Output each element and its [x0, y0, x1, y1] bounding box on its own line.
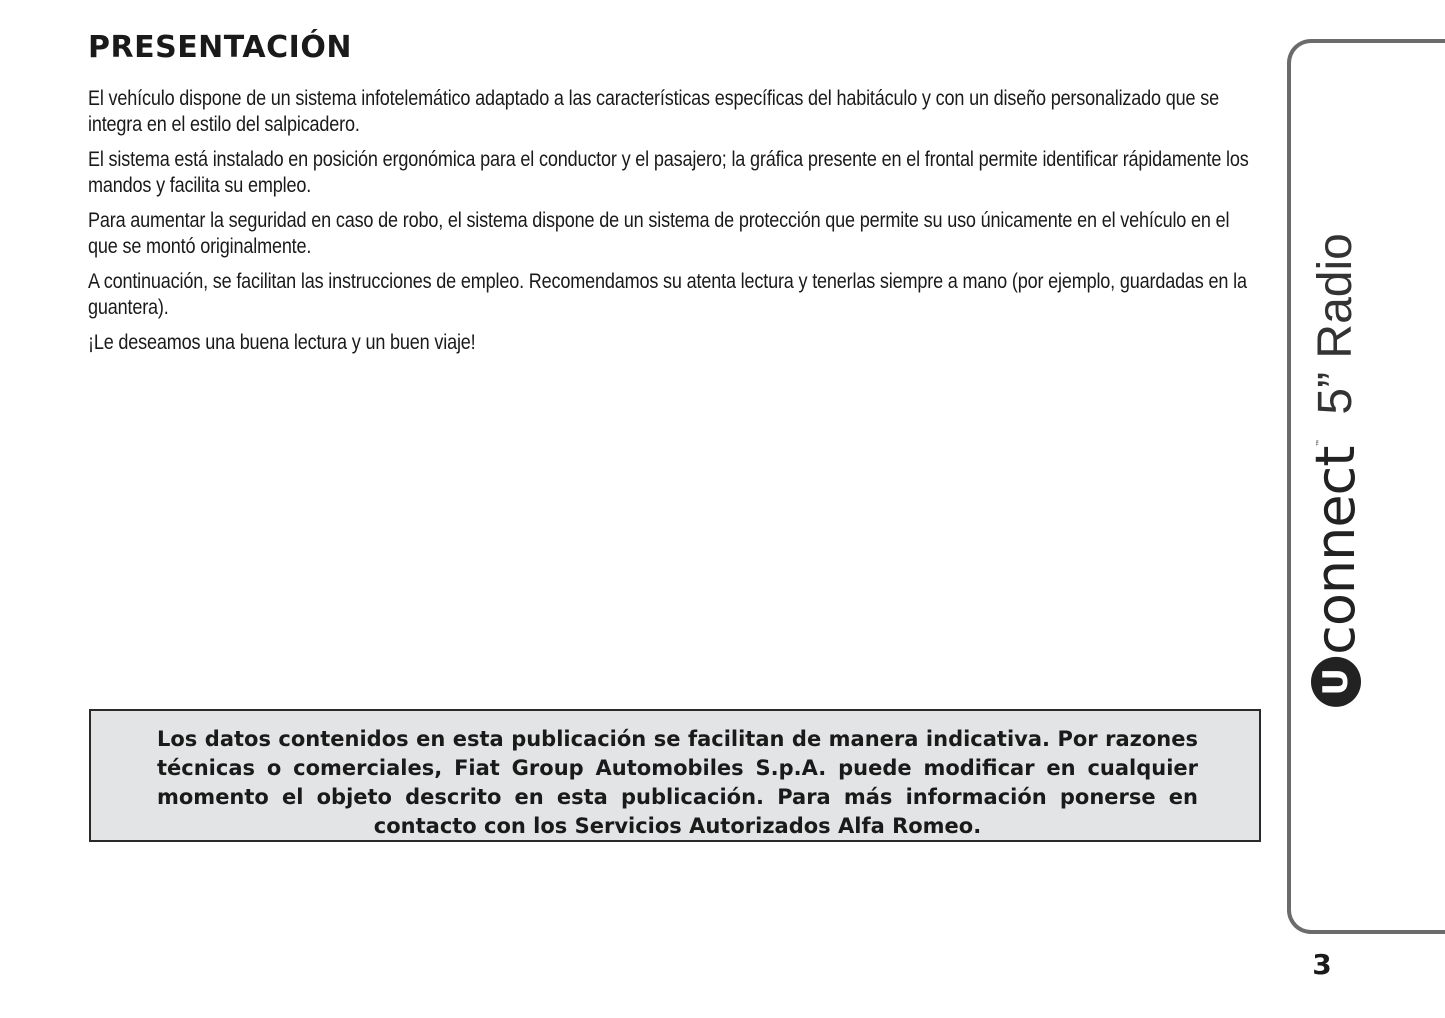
paragraph-security: Para aumentar la seguridad en caso de robo, el sistema dispone de un sistema de protección que permite su uso únicamente en el vehículo en el que se montó originalmente.: [88, 209, 1230, 258]
notice-text: Los datos contenidos en esta publicación se facilitan de manera indicativa. Por razones técnicas o comerciales, Fiat Group Automobiles S.p.A. puede modificar en cualquier momento el objeto descrito en esta publicación. Para más información ponerse en contacto con los Servicios Autorizados Alfa Romeo.: [157, 727, 1198, 838]
uconnect-wordmark: connect: [1304, 446, 1367, 655]
paragraph-closing: ¡Le deseamos una buena lectura y un buen viaje!: [88, 331, 476, 354]
model-label: 5” Radio: [1309, 233, 1362, 415]
uconnect-logo: [1304, 438, 1367, 707]
paragraph-intro: El vehículo dispone de un sistema infotelemático adaptado a las características específicas del habitáculo y con un diseño personalizado que se integra en el estilo del salpicadero.: [88, 87, 1219, 136]
side-tab-label: [1304, 233, 1367, 707]
uconnect-u-icon: U: [1311, 657, 1361, 707]
notice-box: [89, 709, 1261, 842]
body-text: [88, 86, 1263, 365]
trademark-symbol: ™: [1315, 438, 1324, 447]
paragraph-ergonomics: El sistema está instalado en posición ergonómica para el conductor y el pasajero; la gráfica presente en el frontal permite identificar rápidamente los mandos y facilita su empleo.: [88, 148, 1249, 197]
paragraph-instructions: A continuación, se facilitan las instrucciones de empleo. Recomendamos su atenta lectura y tenerlas siempre a mano (por ejemplo, guardadas en la guantera).: [88, 270, 1247, 319]
page-number: 3: [1312, 948, 1332, 981]
page-title: PRESENTACIÓN: [88, 30, 352, 65]
